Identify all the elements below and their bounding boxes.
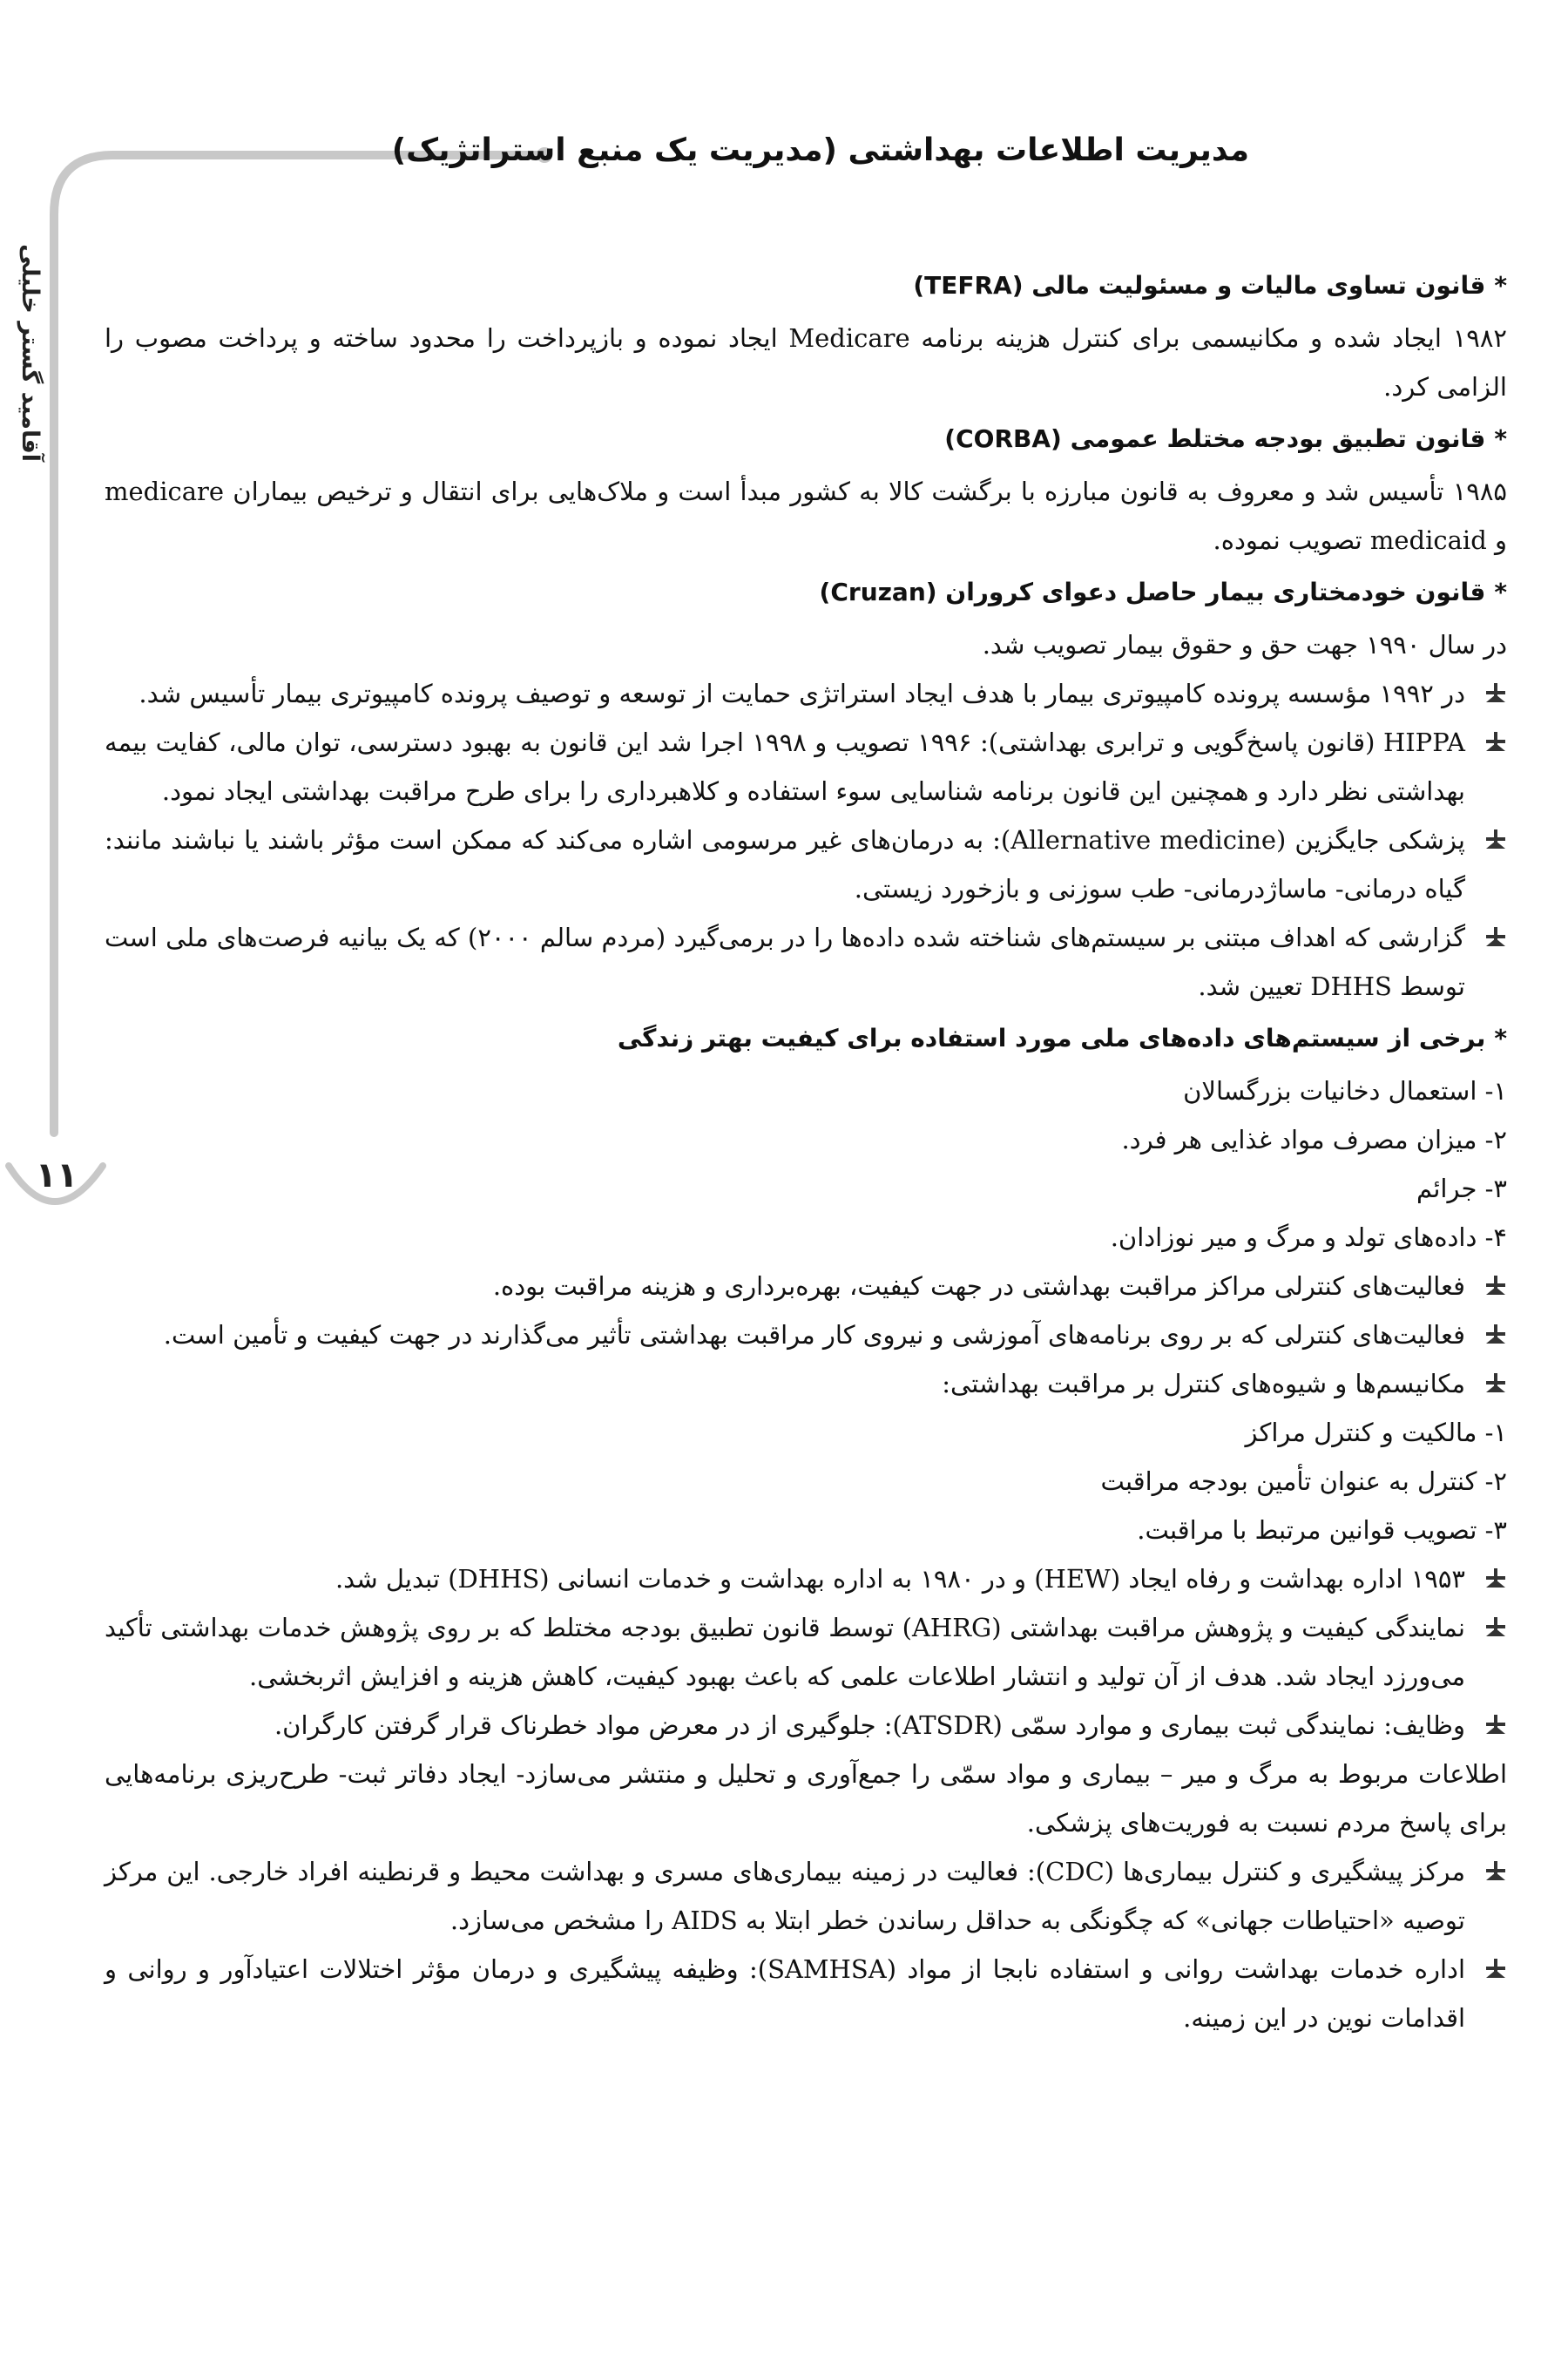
list-item: فعالیت‌های کنترلی مراکز مراقبت بهداشتی در جهت کیفیت، بهره‌برداری و هزینه مراقبت بوده. bbox=[105, 1262, 1507, 1310]
list-item: ۱۹۵۳ اداره بهداشت و رفاه ایجاد (HEW) و در ۱۹۸۰ به اداره بهداشت و خدمات انسانی (DHHS) تبدیل شد. bbox=[105, 1554, 1507, 1603]
numbered-item: ۴- داده‌های تولد و مرگ و میر نوزادان. bbox=[1110, 1222, 1507, 1252]
list-item: HIPPA (قانون پاسخ‌گویی و ترابری بهداشتی): ۱۹۹۶ تصویب و ۱۹۹۸ اجرا شد این قانون به بهبود دسترسی، توان مالی، کفایت بیمه بهداشتی نظر دارد و همچنین این قانون برنامه شناسایی سوء استفاده و کلاهبرداری را برای طرح مراقبت بهداشتی ایجاد نمود. bbox=[105, 718, 1507, 816]
paragraph-atsdr: اطلاعات مربوط به مرگ و میر – بیماری و مواد سمّی را جمع‌آوری و تحلیل و منتشر می‌سازد- ایجاد دفاتر ثبت- طرح‌ریزی برنامه‌هایی برای پاسخ مردم نسبت به فوریت‌های پزشکی. bbox=[105, 1759, 1507, 1838]
bullet-plus-icon bbox=[1484, 1957, 1507, 1980]
list-item: نمایندگی کیفیت و پژوهش مراقبت بهداشتی (AHRG) توسط قانون تطبیق بودجه مختلط که بر روی پژوهش خدمات بهداشتی تأکید می‌ورزد ایجاد شد. هدف از آن تولید و انتشار اطلاعات علمی که باعث بهبود کیفیت، کاهش هزینه و افزایش اثربخشی. bbox=[105, 1603, 1507, 1701]
list-item: مرکز پیشگیری و کنترل بیماری‌ها (CDC): فعالیت در زمینه بیماری‌های مسری و بهداشت محیط و قرنطینه افراد خارجی. این مرکز توصیه «احتیاطات جهانی» که چگونگی به حداقل رساندن خطر ابتلا به AIDS را مشخص می‌سازد. bbox=[105, 1847, 1507, 1945]
numbered-item: ۲- میزان مصرف مواد غذایی هر فرد. bbox=[1121, 1125, 1507, 1154]
list-item: مکانیسم‌ها و شیوه‌های کنترل بر مراقبت بهداشتی: bbox=[105, 1359, 1507, 1408]
bullet-plus-icon bbox=[1484, 1713, 1507, 1736]
section-title-systems: *برخی از سیستم‌های داده‌های ملی مورد استفاده برای کیفیت بهتر زندگی bbox=[617, 1024, 1507, 1053]
bullet-plus-icon bbox=[1484, 681, 1507, 704]
page-number: ۱۱ bbox=[35, 1155, 78, 1195]
section-title-tefra: *قانون تساوی مالیات و مسئولیت مالی (TEFRA) bbox=[913, 271, 1507, 300]
paragraph-corba: ۱۹۸۵ تأسیس شد و معروف به قانون مبارزه با برگشت کالا به کشور مبدأ است و ملاک‌هایی برای انتقال و ترخیص بیماران medicare و medicaid تصویب نموده. bbox=[105, 477, 1507, 555]
section-title-cruzan: *قانون خودمختاری بیمار حاصل دعوای کروران (Cruzan) bbox=[819, 578, 1507, 606]
list-item: در ۱۹۹۲ مؤسسه پرونده کامپیوتری بیمار با هدف ایجاد استراتژی حمایت از توسعه و توصیف پرونده کامپیوتری بیمار تأسیس شد. bbox=[105, 669, 1507, 718]
page-header-title: مدیریت اطلاعات بهداشتی (مدیریت یک منبع استراتژیک) bbox=[391, 132, 1249, 168]
paragraph-tefra: ۱۹۸۲ ایجاد شده و مکانیسمی برای کنترل هزینه برنامه Medicare ایجاد نموده و بازپرداخت را محدود ساخته و پرداخت مصوب را الزامی کرد. bbox=[105, 323, 1507, 402]
list-item: وظایف: نمایندگی ثبت بیماری و موارد سمّی (ATSDR): جلوگیری از در معرض مواد خطرناک قرار گرفتن کارگران. bbox=[105, 1701, 1507, 1750]
bullet-plus-icon bbox=[1484, 1859, 1507, 1882]
list-item: پزشکی جایگزین (Allernative medicine): به درمان‌های غیر مرسومی اشاره می‌کند که ممکن است مؤثر باشند یا نباشند مانند: گیاه درمانی- ماساژدرمانی- طب سوزنی و بازخورد زیستی. bbox=[105, 816, 1507, 913]
bullet-plus-icon bbox=[1484, 1323, 1507, 1345]
list-item: اداره خدمات بهداشت روانی و استفاده نابجا از مواد (SAMHSA): وظیفه پیشگیری و درمان مؤثر اختلالات اعتیادآور و روانی و اقدامات نوین در این زمینه. bbox=[105, 1945, 1507, 2042]
numbered-item: ۱- مالکیت و کنترل مراکز bbox=[1245, 1418, 1507, 1447]
bullet-plus-icon bbox=[1484, 828, 1507, 850]
bullet-plus-icon bbox=[1484, 730, 1507, 753]
main-content bbox=[105, 258, 1507, 2042]
bullet-plus-icon bbox=[1484, 1615, 1507, 1638]
section-title-corba: *قانون تطبیق بودجه مختلط عمومی (CORBA) bbox=[944, 424, 1507, 453]
numbered-item: ۱- استعمال دخانیات بزرگسالان bbox=[1183, 1076, 1507, 1106]
side-author-label: آقامید گستر خلیلی bbox=[17, 243, 44, 463]
numbered-item: ۳- تصویب قوانین مرتبط با مراقبت. bbox=[1137, 1515, 1507, 1545]
list-item: گزارشی که اهداف مبتنی بر سیستم‌های شناخته شده داده‌ها را در برمی‌گیرد (مردم سالم ۲۰۰۰) که یک بیانیه فرصت‌های ملی است توسط DHHS تعیین شد. bbox=[105, 913, 1507, 1011]
bullet-plus-icon bbox=[1484, 925, 1507, 948]
numbered-item: ۲- کنترل به عنوان تأمین بودجه مراقبت bbox=[1100, 1466, 1507, 1496]
bullet-plus-icon bbox=[1484, 1274, 1507, 1296]
bullet-plus-icon bbox=[1484, 1567, 1507, 1589]
numbered-item: ۳- جرائم bbox=[1416, 1174, 1507, 1203]
paragraph-cruzan: در سال ۱۹۹۰ جهت حق و حقوق بیمار تصویب شد. bbox=[982, 630, 1507, 660]
bullet-plus-icon bbox=[1484, 1371, 1507, 1394]
list-item: فعالیت‌های کنترلی که بر روی برنامه‌های آموزشی و نیروی کار مراقبت بهداشتی تأثیر می‌گذارند در جهت کیفیت و تأمین است. bbox=[105, 1310, 1507, 1359]
